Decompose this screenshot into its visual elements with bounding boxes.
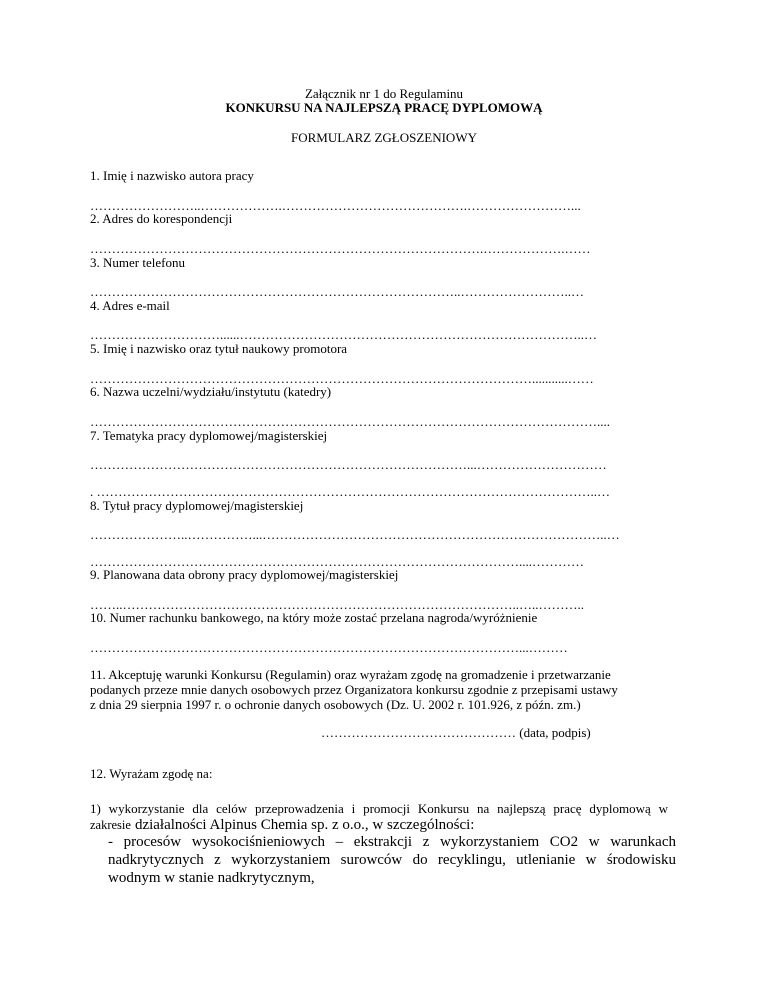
field-label-author-name: 1. Imię i nazwisko autora pracy [90,168,254,183]
contest-title: KONKURSU NA NAJLEPSZĄ PRACĘ DYPLOMOWĄ [225,100,543,115]
field-input-author-name[interactable]: ……………………..……………….…………………………………….……………………... [90,198,581,213]
field-label-address: 2. Adres do korespondencji [90,211,233,226]
field-input-thesis-title-line2[interactable]: ………………………………………………………………………………………....………… [90,554,584,569]
field-input-address[interactable]: ……………………………………………………………………………….……………….…… [90,241,591,256]
bullet-line1: - procesów wysokociśnieniowych – ekstrakcji z wykorzystaniem CO2 w warunkach [108,834,676,850]
field-label-thesis-topic: 7. Tematyka pracy dyplomowej/magisterskiej [90,428,328,443]
field-input-university[interactable]: ……………………………………………………………………………………………………….... [90,414,610,429]
field-input-email[interactable]: …………………………......……………………………………………………………………..… [90,327,597,342]
field-input-defense-date[interactable]: ……..………………………………………………………………………………..…..……….. [90,597,584,612]
form-title: FORMULARZ ZGŁOSZENIOWY [291,130,477,145]
consent11-line3: z dnia 29 sierpnia 1997 r. o ochronie danych osobowych (Dz. U. 2002 r. 101.926, z późn. zm.) [90,697,581,712]
consent11-line1: 11. Akceptuję warunki Konkursu (Regulamin) oraz wyrażam zgodę na gromadzenie i przetwarzanie [90,667,611,682]
bullet-line3: wodnym w stanie nadkrytycznym, [108,870,315,886]
field-input-thesis-title-line1[interactable]: …………………..……………...……………………………………………………………………..… [90,527,620,542]
field-label-bank-account: 10. Numer rachunku bankowego, na który może zostać przelana nagroda/wyróżnienie [90,610,538,625]
field-label-email: 4. Adres e-mail [90,298,170,313]
bullet-line2: nadkrytycznych z wykorzystaniem surowców do recyklingu, utlenianie w środowisku [108,852,676,868]
field-input-thesis-topic-line2[interactable]: . ……………………………………………………………………………………………………..… [90,484,610,499]
field-input-bank-account[interactable]: ………………………………………………………………………………………...……… [90,640,568,655]
consent12-item1-line2 [90,816,474,834]
field-label-supervisor: 5. Imię i nazwisko oraz tytuł naukowy promotora [90,341,348,356]
consent12-item1-line1: 1) wykorzystanie dla celów przeprowadzenia i promocji Konkursu na najlepszą pracę dyplomową w [90,801,668,816]
field-label-university: 6. Nazwa uczelni/wydziału/instytutu (katedry) [90,384,332,399]
field-label-phone: 3. Numer telefonu [90,255,185,270]
annex-title: Załącznik nr 1 do Regulaminu [304,86,464,101]
field-label-thesis-title: 8. Tytuł pracy dyplomowej/magisterskiej [90,498,304,513]
consent12-heading: 12. Wyrażam zgodę na: [90,766,213,781]
consent12-item1-prefix: zakresie [90,818,131,832]
consent12-item1-rest: działalności Alpinus Chemia sp. z o.o., w szczególności: [134,817,475,833]
field-label-defense-date: 9. Planowana data obrony pracy dyplomowej/magisterskiej [90,567,399,582]
field-input-supervisor[interactable]: …………………………………………………………………………………………...........…… [90,371,594,386]
signature-line[interactable]: ……………………………………… (data, podpis) [321,725,591,740]
field-input-thesis-topic-line1[interactable]: ……………………………………………………………………………...………………………… [90,457,607,472]
field-input-phone[interactable]: …………………………………………………………………………..……………………..… [90,284,584,299]
consent11-line2: podanych przeze mnie danych osobowych przez Organizatora konkursu zgodnie z przepisami ustawy [90,682,618,697]
